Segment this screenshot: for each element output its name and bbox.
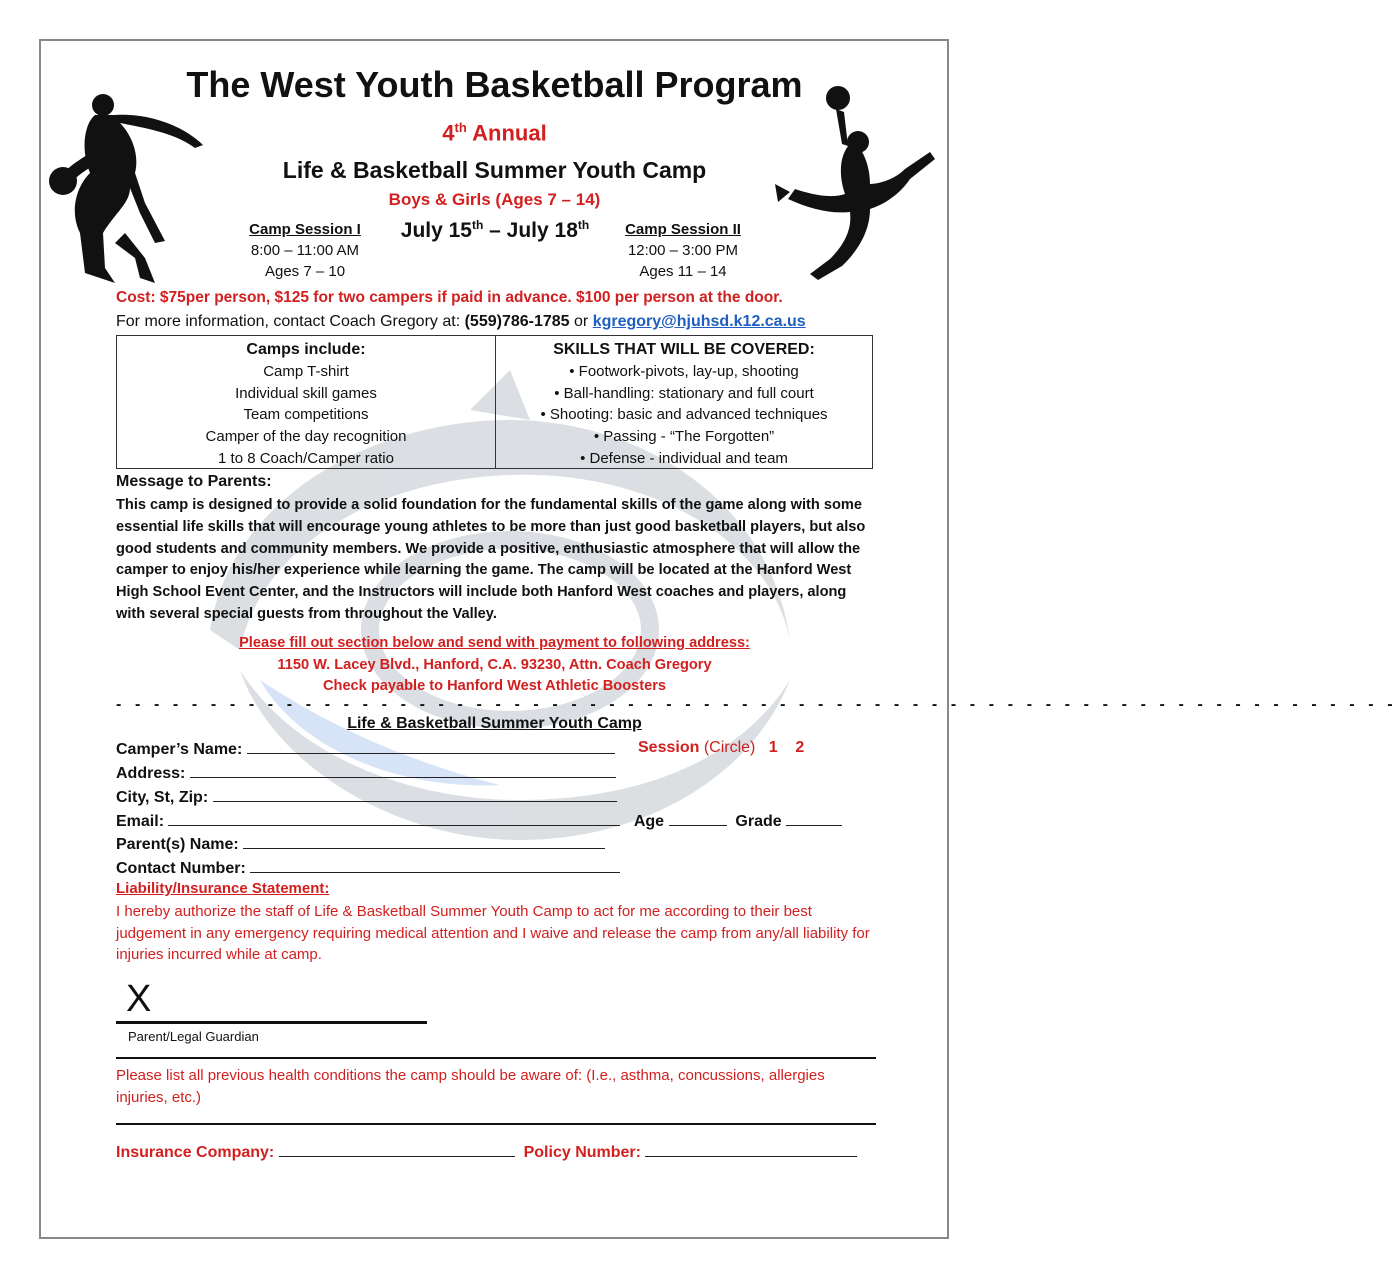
mailing-line-1: Please fill out section below and send with payment to following address: xyxy=(239,635,750,651)
city-state-zip-field[interactable]: City, St, Zip: xyxy=(116,787,617,807)
signature-x-mark: X xyxy=(126,978,152,1020)
session-option-2[interactable]: 2 xyxy=(795,739,805,756)
insurance-company-field[interactable] xyxy=(279,1142,515,1157)
age-range: Boys & Girls (Ages 7 – 14) xyxy=(388,190,601,209)
session-2-heading: Camp Session II xyxy=(625,221,741,238)
player-dunking-silhouette xyxy=(770,84,945,284)
camp-details-table xyxy=(116,335,873,469)
contact-line: For more information, contact Coach Gregory at: (559)786-1785 or kgregory@hjuhsd.k12.ca.us xyxy=(116,313,806,330)
contact-number-field[interactable]: Contact Number: xyxy=(116,858,620,878)
session-1-info xyxy=(230,219,380,282)
session-choice[interactable]: Session (Circle) 1 2 xyxy=(638,739,805,756)
form-heading: Life & Basketball Summer Youth Camp xyxy=(347,715,642,732)
mailing-instructions xyxy=(0,633,989,698)
session-1-time: 8:00 – 11:00 AM xyxy=(250,242,360,259)
page-title: The West Youth Basketball Program xyxy=(186,64,803,105)
session-1-heading: Camp Session I xyxy=(249,221,361,238)
skills-column xyxy=(496,336,872,468)
session-2-time: 12:00 – 3:00 PM xyxy=(627,242,739,259)
signature-line[interactable] xyxy=(116,1021,427,1024)
policy-number-field[interactable] xyxy=(645,1142,857,1157)
session-1-ages: Ages 7 – 10 xyxy=(264,263,346,280)
liability-statement: I hereby authorize the staff of Life & Basketball Summer Youth Camp to act for me according to their best judgement in any emergency requiring medical attention and I waive and release the camp from any/all liability for injuries incurred while at camp. xyxy=(116,903,870,964)
insurance-company-label: Insurance Company: xyxy=(116,1144,275,1161)
liability-heading: Liability/Insurance Statement: xyxy=(116,880,330,897)
camper-name-field[interactable]: Camper’s Name: xyxy=(116,739,615,759)
contact-email-link[interactable]: kgregory@hjuhsd.k12.ca.us xyxy=(592,313,806,330)
camp-name: Life & Basketball Summer Youth Camp xyxy=(282,157,707,183)
list-item: Team competitions xyxy=(243,406,369,424)
insurance-fields xyxy=(116,1142,857,1162)
parent-name-field[interactable]: Parent(s) Name: xyxy=(116,834,605,854)
list-item: Camp T-shirt xyxy=(263,362,349,380)
check-payable: Check payable to Hanford West Athletic Boosters xyxy=(322,678,667,695)
camps-include-column xyxy=(117,336,496,468)
signature-label: Parent/Legal Guardian xyxy=(128,1029,259,1044)
list-item: Camper of the day recognition xyxy=(205,428,407,446)
list-item: Individual skill games xyxy=(235,384,377,402)
cost-line: Cost: $75per person, $125 for two campers if paid in advance. $100 per person at the door. xyxy=(116,289,783,306)
email-field[interactable]: Email: Age Grade xyxy=(116,811,842,831)
divider-line xyxy=(116,1057,876,1059)
annual-heading: 4th Annual xyxy=(442,120,547,146)
session-option-1[interactable]: 1 xyxy=(768,739,778,756)
message-body: This camp is designed to provide a solid foundation for the fundamental skills of the game along with some essential life skills that will encourage young athletes to be more than just good basketball players, but also good students and community members. We provide a positive, enthusiastic atmosphere that will allow the camper to enjoy his/her experience while learning the game. The camp will be located at the Hanford West High School Event Center, and the Instructors will include both Hanford West coaches and players, along with several special guests from throughout the Valley. xyxy=(116,497,866,622)
session-2-info xyxy=(608,219,758,282)
mailing-address: 1150 W. Lacey Blvd., Hanford, C.A. 93230, Attn. Coach Gregory xyxy=(277,656,712,673)
list-item: • Shooting: basic and advanced techniques xyxy=(540,406,828,424)
address-field[interactable]: Address: xyxy=(116,763,616,783)
policy-number-label: Policy Number: xyxy=(523,1144,641,1161)
health-conditions-prompt: Please list all previous health conditions the camp should be aware of: (I.e., asthma, concussions, allergies injuries, etc.) xyxy=(116,1067,825,1106)
age-field[interactable] xyxy=(669,811,727,826)
list-item: • Ball-handling: stationary and full court xyxy=(554,384,814,402)
health-conditions-answer-line[interactable] xyxy=(116,1123,876,1125)
session-2-ages: Ages 11 – 14 xyxy=(639,263,727,280)
message-heading: Message to Parents: xyxy=(116,473,272,490)
list-item: • Footwork-pivots, lay-up, shooting xyxy=(569,362,799,380)
cut-line-divider: - - - - - - - - - - - - - - - - - - - - - - - - - - - - - - - - - - - - - - - - - - - - - - - - - - - - - - - - - - - - - - - - - - - - xyxy=(116,696,1397,713)
camp-dates: July 15th – July 18th xyxy=(400,218,590,242)
grade-field[interactable] xyxy=(786,811,842,826)
skills-heading: SKILLS THAT WILL BE COVERED: xyxy=(553,341,815,358)
list-item: • Passing - “The Forgotten” xyxy=(593,428,775,446)
list-item: • Defense - individual and team xyxy=(580,449,788,467)
camps-include-heading: Camps include: xyxy=(246,341,366,358)
list-item: 1 to 8 Coach/Camper ratio xyxy=(218,449,394,467)
contact-phone: (559)786-1785 xyxy=(464,313,570,330)
